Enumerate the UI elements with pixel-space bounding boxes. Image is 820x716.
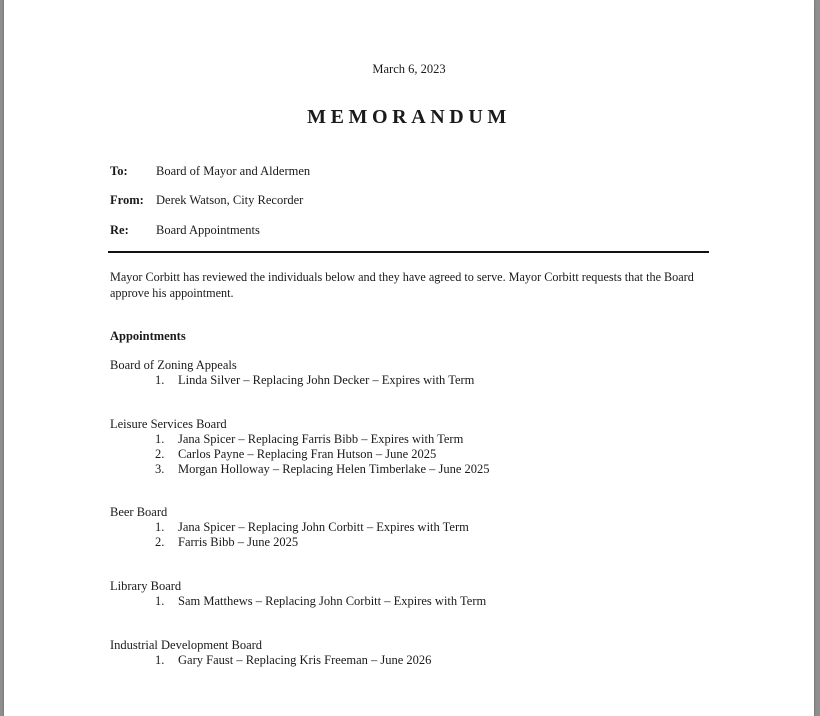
item-text: Jana Spicer – Replacing John Corbitt – Expires with Term	[178, 520, 469, 534]
appointments-heading: Appointments	[110, 329, 186, 343]
memo-title: MEMORANDUM	[307, 106, 511, 128]
item-number: 1.	[155, 653, 165, 667]
item-number: 2.	[155, 447, 165, 461]
appointment-list	[110, 373, 474, 388]
appointment-item	[110, 535, 469, 550]
board-section	[110, 505, 469, 550]
board-name: Beer Board	[110, 505, 168, 519]
document-page	[4, 0, 814, 716]
board-name: Industrial Development Board	[110, 638, 263, 652]
item-text: Farris Bibb – June 2025	[178, 535, 299, 549]
appointment-list	[110, 653, 431, 668]
appointment-list	[110, 594, 486, 609]
appointment-item	[110, 447, 490, 462]
item-number: 2.	[155, 535, 165, 549]
appointment-item	[110, 373, 474, 388]
appointment-item	[110, 520, 469, 535]
to-line	[110, 164, 310, 179]
from-value: Derek Watson, City Recorder	[156, 193, 304, 207]
item-text: Gary Faust – Replacing Kris Freeman – June 2026	[178, 653, 432, 667]
board-section	[110, 579, 486, 609]
appointment-item	[110, 653, 431, 668]
board-section	[110, 417, 490, 477]
board-name: Board of Zoning Appeals	[110, 358, 237, 372]
from-label: From:	[110, 193, 144, 207]
re-label: Re:	[110, 223, 129, 237]
memo-date: March 6, 2023	[372, 62, 446, 76]
appointment-item	[110, 432, 490, 447]
item-number: 1.	[155, 594, 165, 608]
item-number: 1.	[155, 432, 165, 446]
appointment-item	[110, 462, 490, 477]
item-number: 1.	[155, 373, 165, 387]
appointment-list	[110, 432, 490, 477]
to-value: Board of Mayor and Aldermen	[156, 164, 311, 178]
board-name: Leisure Services Board	[110, 417, 227, 431]
appointment-list	[110, 520, 469, 550]
re-line	[110, 223, 260, 238]
from-line	[110, 193, 303, 208]
item-number: 1.	[155, 520, 165, 534]
item-text: Morgan Holloway – Replacing Helen Timberlake – June 2025	[178, 462, 490, 476]
item-text: Linda Silver – Replacing John Decker – Expires with Term	[178, 373, 475, 387]
board-name: Library Board	[110, 579, 182, 593]
board-section	[110, 638, 431, 668]
to-label: To:	[110, 164, 128, 178]
memo-body: Mayor Corbitt has reviewed the individuals below and they have agreed to serve. Mayor Corbitt requests that the Board approve his appointment.	[110, 270, 694, 300]
item-text: Sam Matthews – Replacing John Corbitt – Expires with Term	[178, 594, 487, 608]
item-number: 3.	[155, 462, 165, 476]
item-text: Carlos Payne – Replacing Fran Hutson – June 2025	[178, 447, 437, 461]
board-section	[110, 358, 474, 388]
item-text: Jana Spicer – Replacing Farris Bibb – Expires with Term	[178, 432, 464, 446]
header-divider	[108, 251, 709, 253]
appointment-item	[110, 594, 486, 609]
re-value: Board Appointments	[156, 223, 260, 237]
